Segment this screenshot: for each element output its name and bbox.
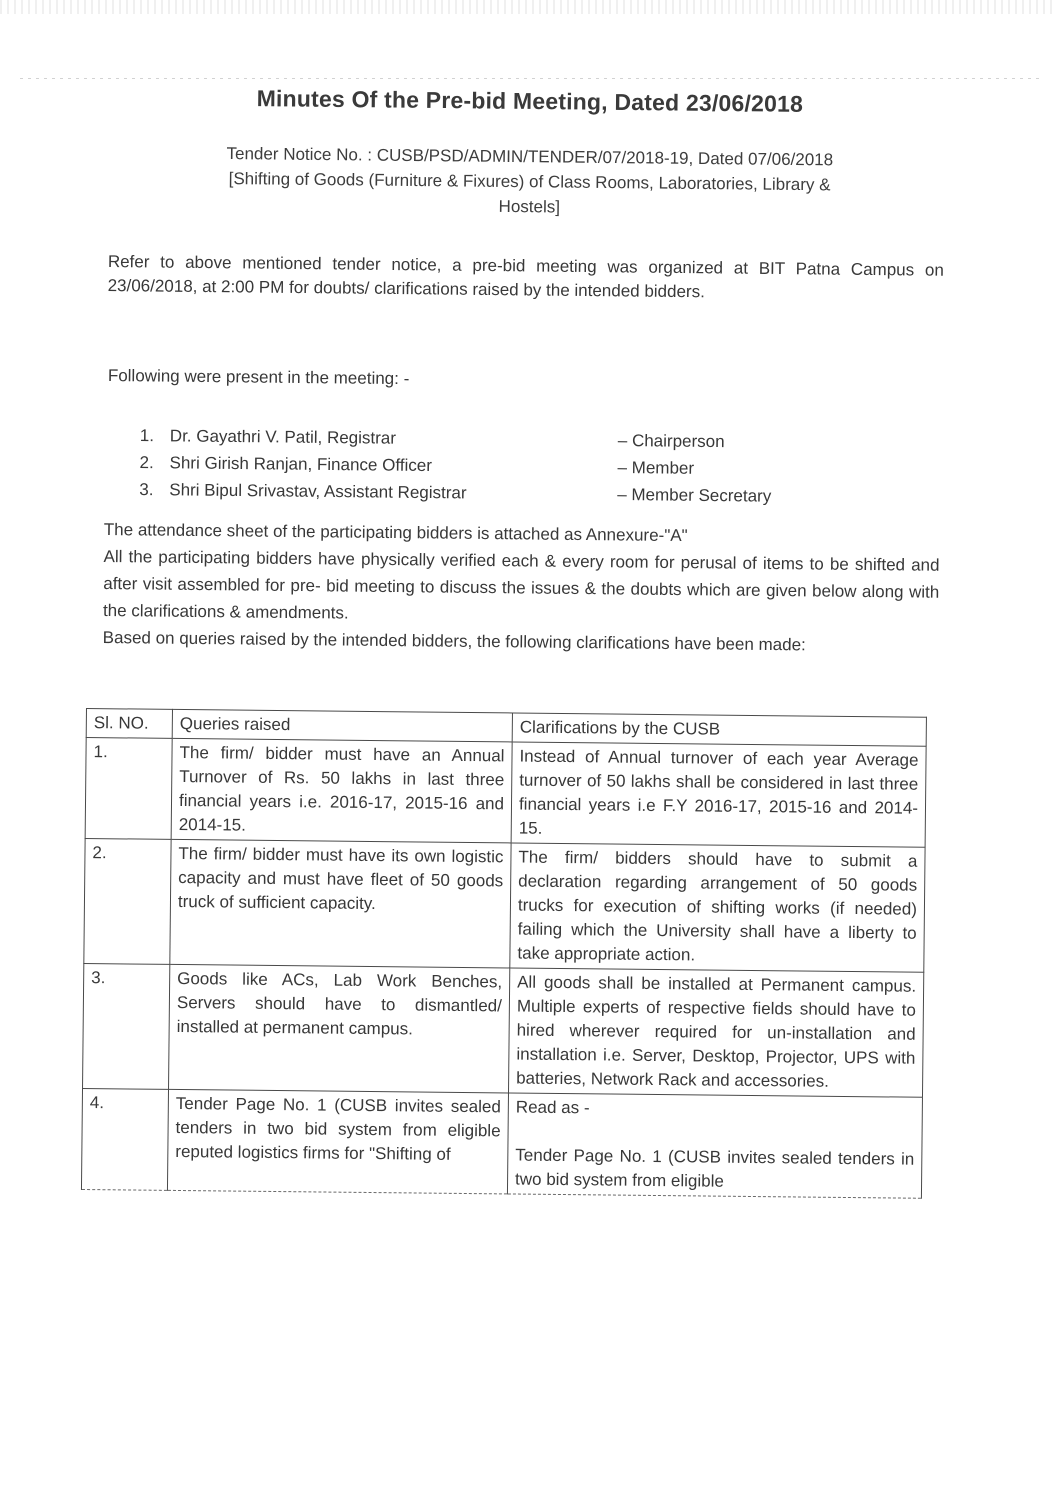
tender-subject-line1: [Shifting of Goods (Furniture & Fixures) of Class Rooms, Laboratories, Library & [228,169,831,195]
table-row [81,1088,922,1198]
row-query: Goods like ACs, Lab Work Benches, Servers should have to dismantled/ installed at permanent campus. [169,964,510,1093]
row-clarification: Instead of Annual turnover of each year Average turnover of 50 lakhs shall be considered in last three financial years i.e F.Y 2016-17, 2015-16 and 2014-15. [511,742,926,847]
table-row [84,838,925,972]
tender-subject-line2: Hostels] [498,196,561,217]
member-name: Shri Girish Ranjan, Finance Officer [169,453,433,476]
member-role: – Member Secretary [617,485,772,506]
member-role: – Member [617,458,695,478]
row-clarification: The firm/ bidders should have to submit a declaration regarding arrangement of 50 goods trucks for execution of shifting works (if needed) failing which the University shall have a liberty to take appropriate action. [510,843,925,972]
row-sl-no: 2. [84,838,171,964]
clarification-amended-text: Tender Page No. 1 (CUSB invites sealed tenders in two bid system from eligible [514,1145,915,1191]
table-row [83,963,924,1097]
member-role: – Chairperson [617,431,725,452]
clarifications-table [81,708,926,1199]
document-title: Minutes Of the Pre-bid Meeting, Dated 23/06/2018 [256,85,804,117]
member-number: 3. [139,479,154,500]
member-number: 2. [139,452,154,473]
members-list [139,422,840,510]
table-row [85,738,926,848]
row-query: The firm/ bidder must have its own logistic capacity and must have fleet of 50 goods truck of sufficient capacity. [170,839,511,968]
meeting-notes [103,516,940,660]
member-number: 1. [139,425,155,446]
queries-paragraph: Based on queries raised by the intended bidders, the following clarifications have been made: [102,627,806,655]
row-clarification [507,1093,922,1198]
row-query: The firm/ bidder must have an Annual Turnover of Rs. 50 lakhs in last three financial years i.e. 2016-17, 2015-16 and 2014-15. [171,738,512,843]
member-name: Shri Bipul Srivastav, Assistant Registrar [169,480,467,503]
member-name: Dr. Gayathri V. Patil, Registrar [169,426,397,448]
row-sl-no: 1. [85,738,172,840]
clarification-read-as: Read as - [515,1097,590,1118]
row-sl-no: 3. [83,963,170,1089]
present-heading: Following were present in the meeting: - [107,365,410,389]
tender-notice [129,140,930,223]
row-sl-no: 4. [81,1088,168,1190]
header-queries: Queries raised [172,709,512,742]
header-clarifications: Clarifications by the CUSB [512,713,926,746]
verified-paragraph: All the participating bidders have physically verified each & every room for perusal of items to be shifted and after visit assembled for pre- bid meeting to discuss the issues & the doubts which are given below along with the clarifications & amendments. [102,546,940,623]
tender-number: Tender Notice No. : CUSB/PSD/ADMIN/TENDER/07/2018-19, Dated 07/06/2018 [226,144,834,170]
attendance-line: The attendance sheet of the participating bidders is attached as Annexure-"A" [103,519,688,546]
header-sl-no: Sl. NO. [86,709,172,739]
row-clarification: All goods shall be installed at Permanent campus. Multiple experts of respective fields should have to hired wherever required for un-installation and installation i.e. Server, Desktop, Projector, UPS with batteries, Network Rack and accessories. [508,968,923,1097]
intro-paragraph: Refer to above mentioned tender notice, a pre-bid meeting was organized at BIT Patna Campus on 23/06/2018, at 2:00 PM for doubts/ clarifications raised by the intended bidders. [107,251,944,302]
row-query: Tender Page No. 1 (CUSB invites sealed tenders in two bid system from eligible reputed logistics firms for "Shifting of [167,1089,508,1194]
